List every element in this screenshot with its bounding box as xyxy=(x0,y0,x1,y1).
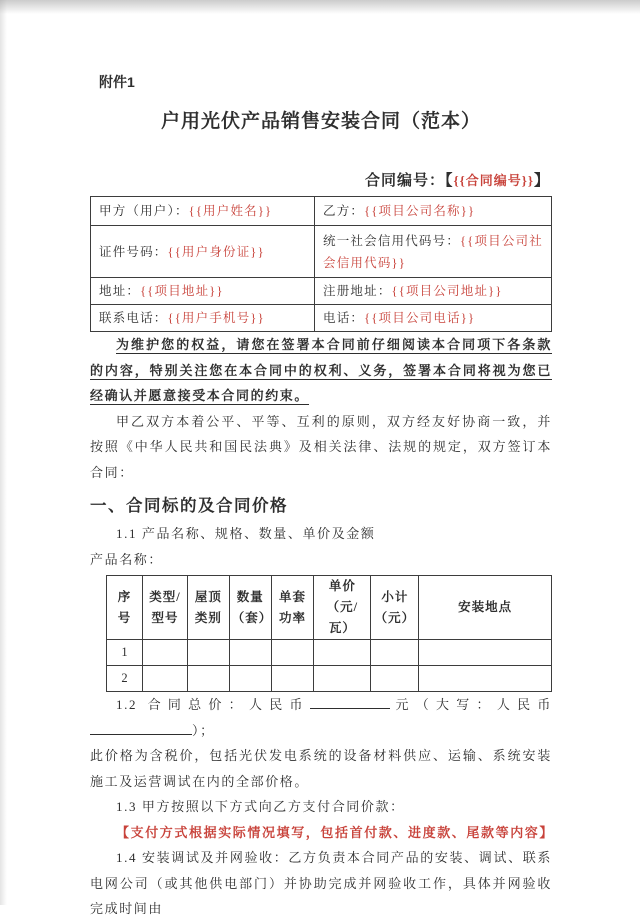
product-cell-empty xyxy=(143,666,188,692)
field-placeholder: {{用户手机号}} xyxy=(167,311,265,325)
header-line: （元） xyxy=(374,610,416,625)
product-cell-empty xyxy=(371,640,419,666)
header-line: 安装地点 xyxy=(458,600,513,614)
product-column-header xyxy=(143,576,188,640)
amount-words-blank-line xyxy=(90,722,192,735)
product-cell: 1 xyxy=(107,640,143,666)
notice-paragraph: 为维护您的权益，请您在签署本合同前仔细阅读本合同项下各条款的内容，特别关注您在本合同中的权利、义务，签署本合同将视为您已经确认并愿意接受本合同的约束。 xyxy=(90,337,552,403)
contract-number-suffix: 】 xyxy=(533,173,550,189)
clause-1-2-note: 此价格为含税价，包括光伏发电系统的设备材料供应、运输、系统安装施工及运营调试在内的全部价格。 xyxy=(90,748,552,789)
field-placeholder: {{项目地址}} xyxy=(140,284,224,298)
parties-row xyxy=(91,226,552,278)
product-column-header xyxy=(271,576,314,640)
field-label: 甲方（用户）： xyxy=(99,204,189,218)
contract-number-placeholder: {{合同编号}} xyxy=(453,173,534,188)
parties-cell xyxy=(315,278,552,305)
parties-cell xyxy=(91,226,315,278)
contract-number-line xyxy=(90,169,550,190)
parties-cell xyxy=(315,197,552,226)
product-cell-empty xyxy=(143,640,188,666)
product-table-head xyxy=(107,576,552,640)
product-cell-empty xyxy=(271,666,314,692)
header-line: 单价 xyxy=(328,579,356,593)
product-cell-empty xyxy=(314,666,371,692)
header-line: （元/瓦） xyxy=(326,600,359,635)
clause-1-4: 1.4 安装调试及并网验收：乙方负责本合同产品的安装、调试、联系电网公司（或其他供电部门）并协助完成并网验收工作，具体并网验收完成时间由 xyxy=(90,850,552,916)
clause-1-2-part3: ）； xyxy=(192,722,215,738)
parties-row xyxy=(91,278,552,305)
product-column-header xyxy=(371,576,419,640)
product-column-header xyxy=(314,576,371,640)
contract-number-label: 合同编号：【 xyxy=(364,173,454,189)
parties-table xyxy=(90,196,552,332)
product-cell: 2 xyxy=(107,666,143,692)
product-name-label: 产品名称： xyxy=(90,551,164,567)
payment-note: 【支付方式根据实际情况填写，包括首付款、进度款、尾款等内容】 xyxy=(116,824,555,840)
product-cell-empty xyxy=(371,666,419,692)
header-line: 数量 xyxy=(236,589,264,604)
header-line: 屋顶 xyxy=(194,589,222,604)
parties-table-body xyxy=(91,197,552,332)
header-line: 序 xyxy=(117,589,132,604)
field-label: 统一社会信用代码号： xyxy=(323,233,461,248)
clause-1-1: 1.1 产品名称、规格、数量、单价及金额 xyxy=(116,526,376,541)
product-cell-empty xyxy=(271,640,314,666)
header-line: 类型/ xyxy=(149,589,181,604)
product-table xyxy=(106,575,552,692)
field-label: 乙方： xyxy=(323,204,365,218)
product-cell-empty xyxy=(187,666,229,692)
product-column-header xyxy=(419,576,552,640)
product-row xyxy=(107,666,552,692)
product-cell-empty xyxy=(419,666,552,692)
product-column-header xyxy=(229,576,271,640)
parties-cell xyxy=(315,226,552,278)
header-line: 类别 xyxy=(194,610,222,625)
header-line: 小计 xyxy=(381,589,409,604)
parties-cell xyxy=(91,278,315,305)
field-label: 电话： xyxy=(323,311,365,325)
product-cell-empty xyxy=(187,640,229,666)
preamble-paragraph: 甲乙双方本着公平、平等、互利的原则，双方经友好协商一致，并按照《中华人民共和国民法典》及相关法律、法规的规定，双方签订本合同： xyxy=(90,413,552,480)
contract-title: 户用光伏产品销售安装合同（范本） xyxy=(160,111,481,132)
attachment-label: 附件1 xyxy=(99,74,135,90)
parties-cell xyxy=(91,305,315,332)
product-cell-empty xyxy=(229,640,271,666)
field-placeholder: {{用户身份证}} xyxy=(167,244,265,259)
product-column-header xyxy=(107,576,143,640)
header-line: 型号 xyxy=(151,610,179,625)
product-column-header xyxy=(187,576,229,640)
product-table-body xyxy=(107,640,552,692)
field-label: 地址： xyxy=(99,284,141,298)
header-line: （套） xyxy=(231,610,273,625)
clause-1-2-part1: 1.2 合同总价：人民币 xyxy=(116,697,310,712)
header-line: 号 xyxy=(117,610,132,625)
field-label: 注册地址： xyxy=(323,284,392,298)
field-label: 证件号码： xyxy=(99,244,168,259)
product-cell-empty xyxy=(419,640,552,666)
product-cell-empty xyxy=(314,640,371,666)
clause-1-2-part2: 元（大写：人民币 xyxy=(389,697,552,712)
header-line: 功率 xyxy=(278,610,306,625)
field-placeholder: {{项目公司社会信用代码}} xyxy=(323,233,543,270)
field-placeholder: {{项目公司地址}} xyxy=(391,284,503,298)
field-label: 联系电话： xyxy=(99,311,168,325)
field-placeholder: {{项目公司名称}} xyxy=(364,204,476,218)
parties-row xyxy=(91,305,552,332)
product-cell-empty xyxy=(229,666,271,692)
clause-1-2 xyxy=(90,692,552,743)
field-placeholder: {{用户姓名}} xyxy=(188,204,273,218)
parties-row xyxy=(91,197,552,226)
amount-blank-line xyxy=(310,696,390,709)
product-row xyxy=(107,640,552,666)
field-placeholder: {{项目公司电话}} xyxy=(364,311,476,325)
parties-cell xyxy=(91,197,315,226)
section-1-heading: 一、合同标的及合同价格 xyxy=(90,497,288,515)
header-line: 单套 xyxy=(278,589,306,604)
parties-cell xyxy=(315,305,552,332)
product-header-row xyxy=(107,576,552,640)
clause-1-3: 1.3 甲方按照以下方式向乙方支付合同价款： xyxy=(116,799,405,814)
